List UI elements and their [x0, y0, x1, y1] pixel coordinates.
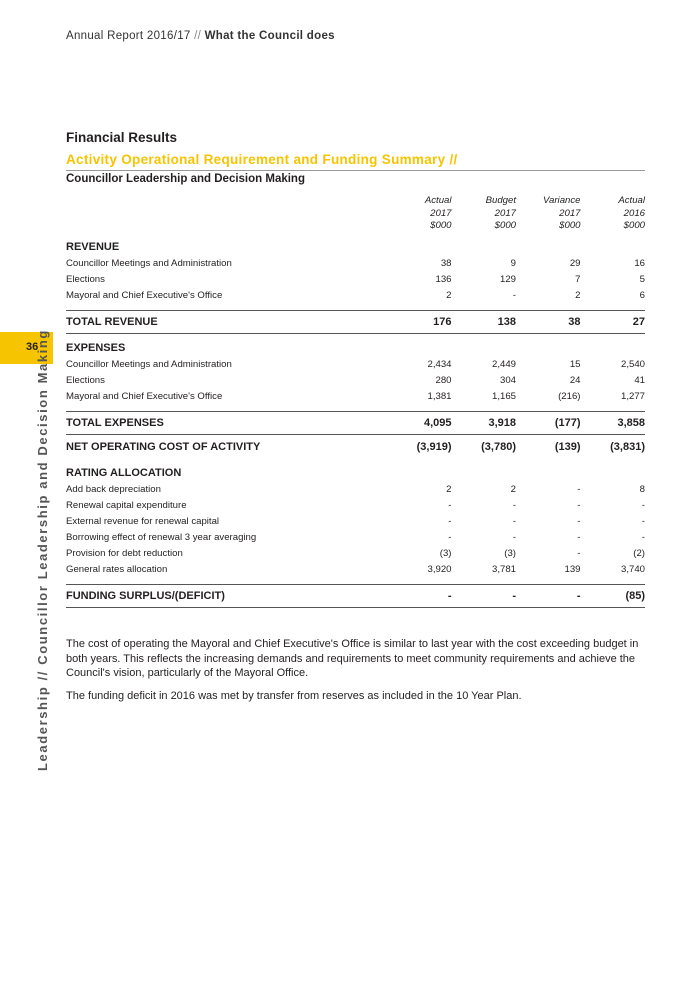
table-row: Councillor Meetings and Administration 2,434 2,449 15 2,540	[66, 359, 645, 370]
column-header: Budget 2017 $000	[485, 195, 516, 231]
table-header-row	[66, 195, 645, 233]
header-separator: //	[194, 30, 202, 42]
table-row: Provision for debt reduction (3) (3) - (2)	[66, 548, 645, 559]
body-paragraph: The funding deficit in 2016 was met by transfer from reserves as included in the 10 Year Plan.	[66, 690, 522, 702]
table-row: Mayoral and Chief Executive's Office 2 - 2 6	[66, 290, 645, 301]
table-row: External revenue for renewal capital - - - -	[66, 516, 645, 527]
report-name: Annual Report 2016/17	[66, 30, 191, 42]
table-row: Elections 136 129 7 5	[66, 274, 645, 285]
activity-title: Councillor Leadership and Decision Making	[66, 173, 305, 185]
column-header: Actual 2017 $000	[424, 195, 452, 231]
column-header: Actual 2016 $000	[618, 195, 645, 231]
side-section-label: Leadership // Councillor Leadership and Decision Making	[35, 329, 50, 771]
table-row: Renewal capital expenditure - - - -	[66, 500, 645, 511]
funding-surplus-row: FUNDING SURPLUS/(DEFICIT) - - - (85)	[66, 584, 645, 607]
body-paragraph: The cost of operating the Mayoral and Chief Executive's Office is similar to last year with the cost exceeding budget in both years. This reflects the increasing demands and requirements to meet community requirements and achieve the Council's vision, particularly of the Mayoral Office.	[66, 638, 639, 679]
table-row: Mayoral and Chief Executive's Office 1,381 1,165 (216) 1,277	[66, 391, 645, 402]
funding-summary-table	[66, 195, 645, 608]
table-row: Councillor Meetings and Administration 38 9 29 16	[66, 258, 645, 269]
section-heading-row: RATING ALLOCATION	[66, 466, 182, 479]
section-heading-row: EXPENSES	[66, 341, 126, 354]
table-row: General rates allocation 3,920 3,781 139 3,740	[66, 564, 645, 575]
total-expenses-row: TOTAL EXPENSES 4,095 3,918 (177) 3,858	[66, 411, 645, 434]
net-operating-cost-row: NET OPERATING COST OF ACTIVITY (3,919) (3,780) (139) (3,831)	[66, 440, 645, 453]
financial-results	[66, 130, 645, 608]
table-row: Elections 280 304 24 41	[66, 375, 645, 386]
table-row: Borrowing effect of renewal 3 year averaging - - - -	[66, 532, 645, 543]
summary-title: Activity Operational Requirement and Funding Summary //	[66, 152, 645, 171]
page-number: 36	[26, 341, 39, 353]
column-header: Variance 2017 $000	[542, 195, 581, 231]
page-title: Financial Results	[66, 130, 178, 145]
section-name: What the Council does	[204, 30, 335, 42]
total-revenue-row: TOTAL REVENUE 176 138 38 27	[66, 310, 645, 333]
running-header	[66, 30, 335, 42]
section-heading-row: REVENUE	[66, 240, 120, 253]
table-row: Add back depreciation 2 2 - 8	[66, 484, 645, 495]
